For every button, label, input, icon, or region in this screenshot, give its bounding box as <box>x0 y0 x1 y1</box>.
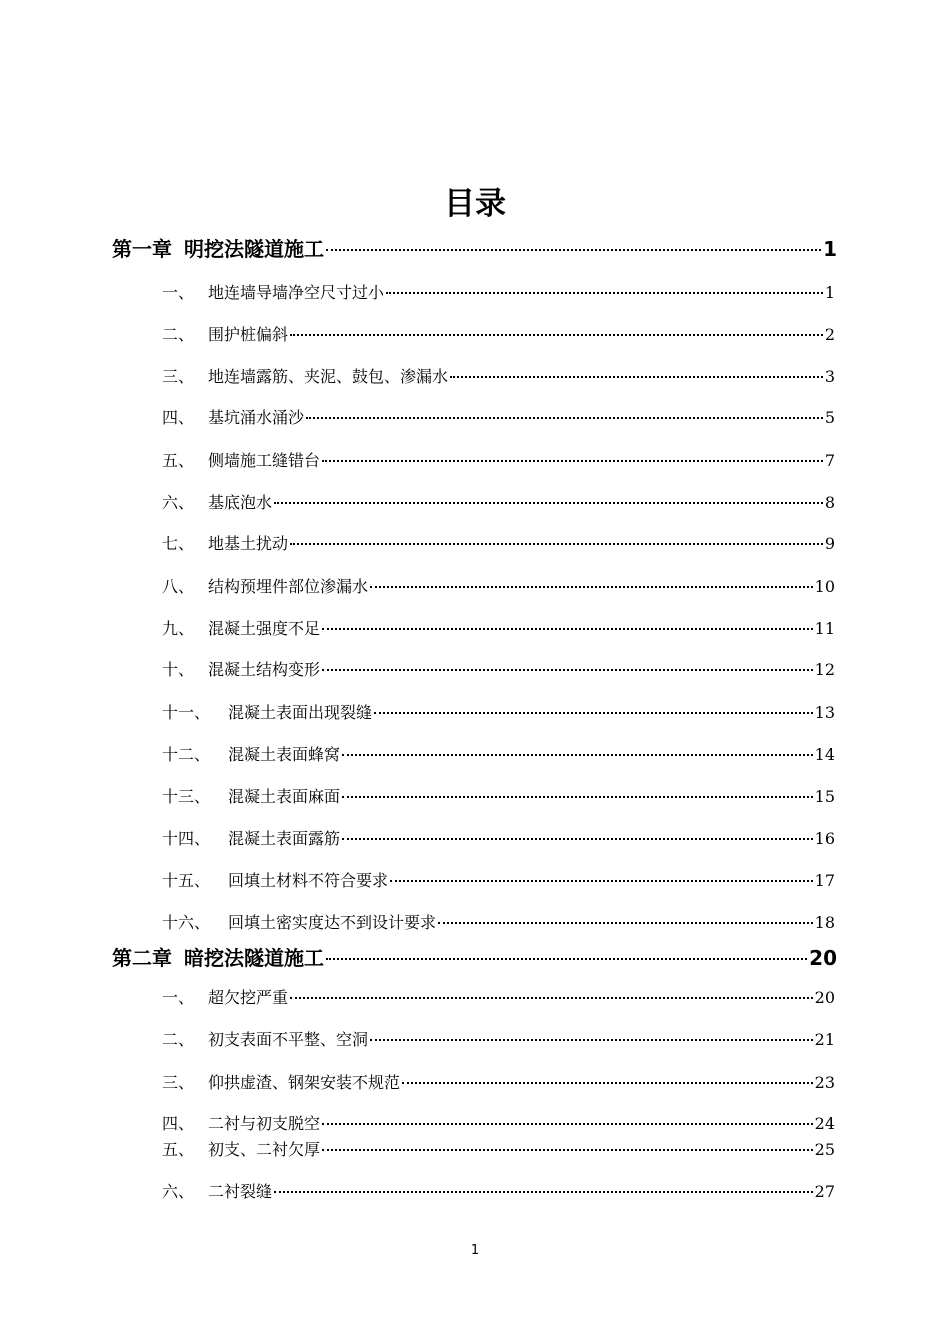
dot-leader <box>322 1148 813 1151</box>
toc-entry[interactable] <box>162 324 835 346</box>
dot-leader <box>370 585 813 588</box>
toc-entry[interactable] <box>162 282 835 304</box>
toc-entry[interactable] <box>162 912 835 934</box>
dot-leader <box>322 668 813 671</box>
entry-number: 十三、 <box>162 787 211 806</box>
entry-page-number: 12 <box>814 660 835 679</box>
entry-page-number: 23 <box>814 1073 835 1092</box>
dot-leader <box>386 291 823 294</box>
entry-number: 七、 <box>162 534 195 553</box>
dot-leader <box>274 501 823 504</box>
entry-title: 混凝土强度不足 <box>208 619 321 638</box>
entry-page-number: 20 <box>814 988 835 1007</box>
entry-title: 侧墙施工缝错台 <box>208 451 321 470</box>
entry-number: 十一、 <box>162 703 211 722</box>
chapter-title: 暗挖法隧道施工 <box>184 946 324 970</box>
toc-entry[interactable] <box>162 366 835 388</box>
entry-page-number: 15 <box>814 787 835 806</box>
entry-title: 混凝土结构变形 <box>208 660 321 679</box>
dot-leader <box>342 837 813 840</box>
entry-page-number: 17 <box>814 871 835 890</box>
dot-leader <box>274 1190 813 1193</box>
entry-page-number: 16 <box>814 829 835 848</box>
entry-page-number: 13 <box>814 703 835 722</box>
entry-page-number: 27 <box>814 1182 835 1201</box>
toc-entry[interactable] <box>162 786 835 808</box>
dot-leader <box>322 1122 813 1125</box>
dot-leader <box>450 375 823 378</box>
toc-entry[interactable] <box>162 618 835 640</box>
toc-entry[interactable] <box>162 533 835 555</box>
toc-chapter-2[interactable] <box>112 944 837 972</box>
entry-page-number: 9 <box>824 534 835 553</box>
chapter-page-number: 1 <box>823 237 837 261</box>
entry-page-number: 7 <box>824 451 835 470</box>
entry-number: 六、 <box>162 493 195 512</box>
page-title: 目录 <box>444 186 506 222</box>
toc-entry[interactable] <box>162 870 835 892</box>
dot-leader <box>290 996 813 999</box>
entry-page-number: 21 <box>814 1030 835 1049</box>
toc-entry[interactable] <box>162 1113 835 1135</box>
entry-number: 一、 <box>162 283 195 302</box>
entry-title: 基坑涌水涌沙 <box>208 408 305 427</box>
entry-title: 回填土密实度达不到设计要求 <box>228 913 437 932</box>
entry-title: 地连墙露筋、夹泥、鼓包、渗漏水 <box>208 367 449 386</box>
entry-title: 初支、二衬欠厚 <box>208 1140 321 1159</box>
toc-entry[interactable] <box>162 1139 835 1161</box>
entry-number: 十四、 <box>162 829 211 848</box>
entry-page-number: 1 <box>824 283 835 302</box>
chapter-number: 第二章 <box>112 946 172 970</box>
entry-number: 五、 <box>162 451 195 470</box>
entry-title: 回填土材料不符合要求 <box>228 871 389 890</box>
dot-leader <box>306 416 823 419</box>
dot-leader <box>342 795 813 798</box>
toc-entry[interactable] <box>162 407 835 429</box>
toc-entry[interactable] <box>162 659 835 681</box>
entry-number: 十二、 <box>162 745 211 764</box>
entry-title: 结构预埋件部位渗漏水 <box>208 577 369 596</box>
entry-title: 地连墙导墙净空尺寸过小 <box>208 283 385 302</box>
entry-number: 二、 <box>162 325 195 344</box>
entry-title: 超欠挖严重 <box>208 988 289 1007</box>
entry-number: 四、 <box>162 408 195 427</box>
entry-number: 八、 <box>162 577 195 596</box>
dot-leader <box>438 921 813 924</box>
toc-entry[interactable] <box>162 1181 835 1203</box>
entry-number: 四、 <box>162 1114 195 1133</box>
dot-leader <box>402 1081 813 1084</box>
entry-title: 初支表面不平整、空洞 <box>208 1030 369 1049</box>
dot-leader <box>342 753 813 756</box>
dot-leader <box>374 711 813 714</box>
dot-leader <box>290 333 823 336</box>
entry-page-number: 5 <box>824 408 835 427</box>
entry-page-number: 14 <box>814 745 835 764</box>
toc-entry[interactable] <box>162 702 835 724</box>
entry-number: 六、 <box>162 1182 195 1201</box>
entry-page-number: 25 <box>814 1140 835 1159</box>
entry-page-number: 11 <box>814 619 835 638</box>
entry-title: 地基土扰动 <box>208 534 289 553</box>
entry-page-number: 24 <box>814 1114 835 1133</box>
entry-number: 五、 <box>162 1140 195 1159</box>
entry-number: 三、 <box>162 367 195 386</box>
dot-leader <box>326 248 821 251</box>
dot-leader <box>390 879 813 882</box>
toc-entry[interactable] <box>162 828 835 850</box>
chapter-page-number: 20 <box>809 946 837 970</box>
entry-title: 仰拱虚渣、钢架安装不规范 <box>208 1073 401 1092</box>
toc-entry[interactable] <box>162 576 835 598</box>
entry-title: 二衬裂缝 <box>208 1182 273 1201</box>
entry-title: 围护桩偏斜 <box>208 325 289 344</box>
entry-title: 基底泡水 <box>208 493 273 512</box>
chapter-number: 第一章 <box>112 237 172 261</box>
entry-number: 十、 <box>162 660 195 679</box>
entry-page-number: 10 <box>814 577 835 596</box>
entry-title: 混凝土表面麻面 <box>228 787 341 806</box>
entry-title: 混凝土表面露筋 <box>228 829 341 848</box>
dot-leader <box>326 957 807 960</box>
entry-title: 二衬与初支脱空 <box>208 1114 321 1133</box>
entry-number: 二、 <box>162 1030 195 1049</box>
toc-entry[interactable] <box>162 987 835 1009</box>
chapter-title: 明挖法隧道施工 <box>184 237 324 261</box>
entry-title: 混凝土表面出现裂缝 <box>228 703 373 722</box>
footer-page-number: 1 <box>470 1243 480 1258</box>
entry-page-number: 8 <box>824 493 835 512</box>
toc-chapter-1[interactable] <box>112 235 837 263</box>
dot-leader <box>290 542 823 545</box>
toc-entry[interactable] <box>162 1072 835 1094</box>
entry-title: 混凝土表面蜂窝 <box>228 745 341 764</box>
entry-page-number: 18 <box>814 913 835 932</box>
entry-page-number: 3 <box>824 367 835 386</box>
dot-leader <box>322 627 813 630</box>
dot-leader <box>370 1038 813 1041</box>
toc-entry[interactable] <box>162 450 835 472</box>
toc-entry[interactable] <box>162 492 835 514</box>
dot-leader <box>322 459 823 462</box>
entry-number: 十六、 <box>162 913 211 932</box>
entry-number: 三、 <box>162 1073 195 1092</box>
entry-page-number: 2 <box>824 325 835 344</box>
entry-number: 九、 <box>162 619 195 638</box>
entry-number: 一、 <box>162 988 195 1007</box>
toc-entry[interactable] <box>162 1029 835 1051</box>
toc-entry[interactable] <box>162 744 835 766</box>
entry-number: 十五、 <box>162 871 211 890</box>
